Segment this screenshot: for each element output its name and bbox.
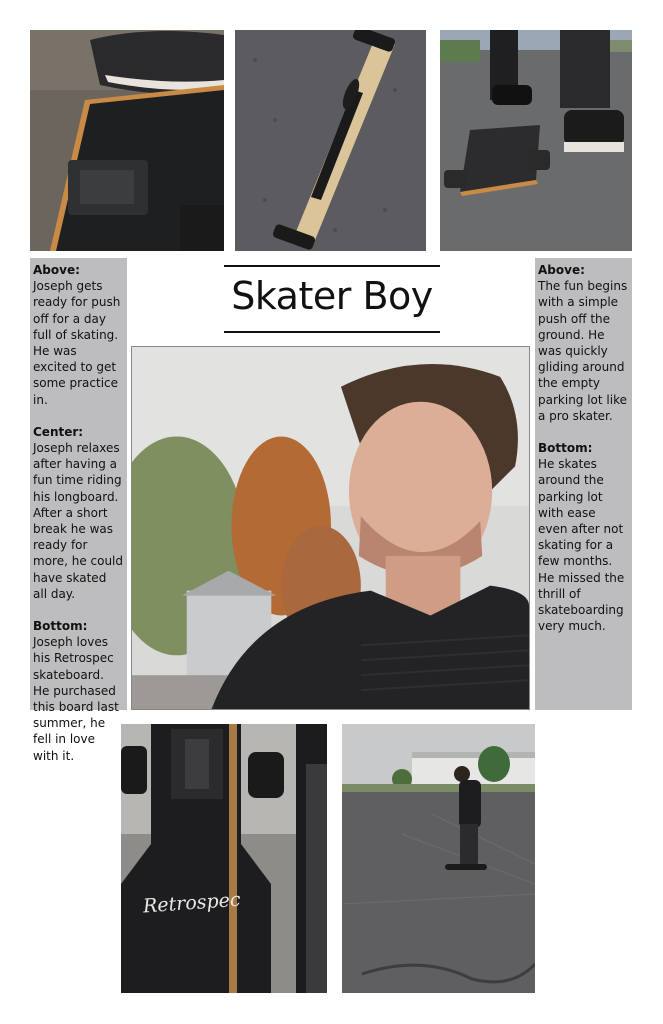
- right-caption-heading-above: Above:: [538, 263, 585, 277]
- left-caption-text-center: Joseph relaxes after having a fun time riding his longboard. After a short break he was ready for more, he could have skated all day.: [33, 441, 124, 601]
- photo-feet-pushing-off: [440, 30, 632, 251]
- left-caption-heading-bottom: Bottom:: [33, 619, 88, 634]
- left-caption-column: [30, 258, 127, 763]
- title-bottom-rule: [224, 331, 440, 333]
- left-caption-heading-center: Center:: [33, 424, 84, 439]
- page-title: Skater Boy: [231, 274, 433, 318]
- photo-retrospec-board-underside: [121, 724, 327, 993]
- right-caption-text-bottom: He skates around the parking lot with ease even after not skating for a few months. He missed the thrill of skateboarding very much.: [538, 457, 625, 634]
- title-block: [224, 265, 440, 333]
- left-caption-heading-above: Above:: [33, 263, 80, 277]
- title-top-rule: [224, 265, 440, 267]
- photo-longboard-on-asphalt: [235, 30, 426, 251]
- left-caption-text-above: Joseph gets ready for push off for a day full of skating. He was excited to get some practice in.: [33, 279, 121, 407]
- photo-board-closeup-top-left: [30, 30, 224, 251]
- right-caption-column: [535, 258, 632, 710]
- right-caption-heading-bottom: Bottom:: [538, 441, 593, 456]
- board-brand-logo: Retrospec: [142, 888, 242, 918]
- photo-skating-parking-lot: [342, 724, 535, 993]
- right-caption-text-above: The fun begins with a simple push off the ground. He was quickly gliding around the empty parking lot like a pro skater.: [538, 279, 628, 423]
- photo-portrait-center: [131, 346, 530, 710]
- left-caption-text-bottom: Joseph loves his Retrospec skateboard. He purchased this board last summer, he fell in love with it.: [33, 635, 119, 763]
